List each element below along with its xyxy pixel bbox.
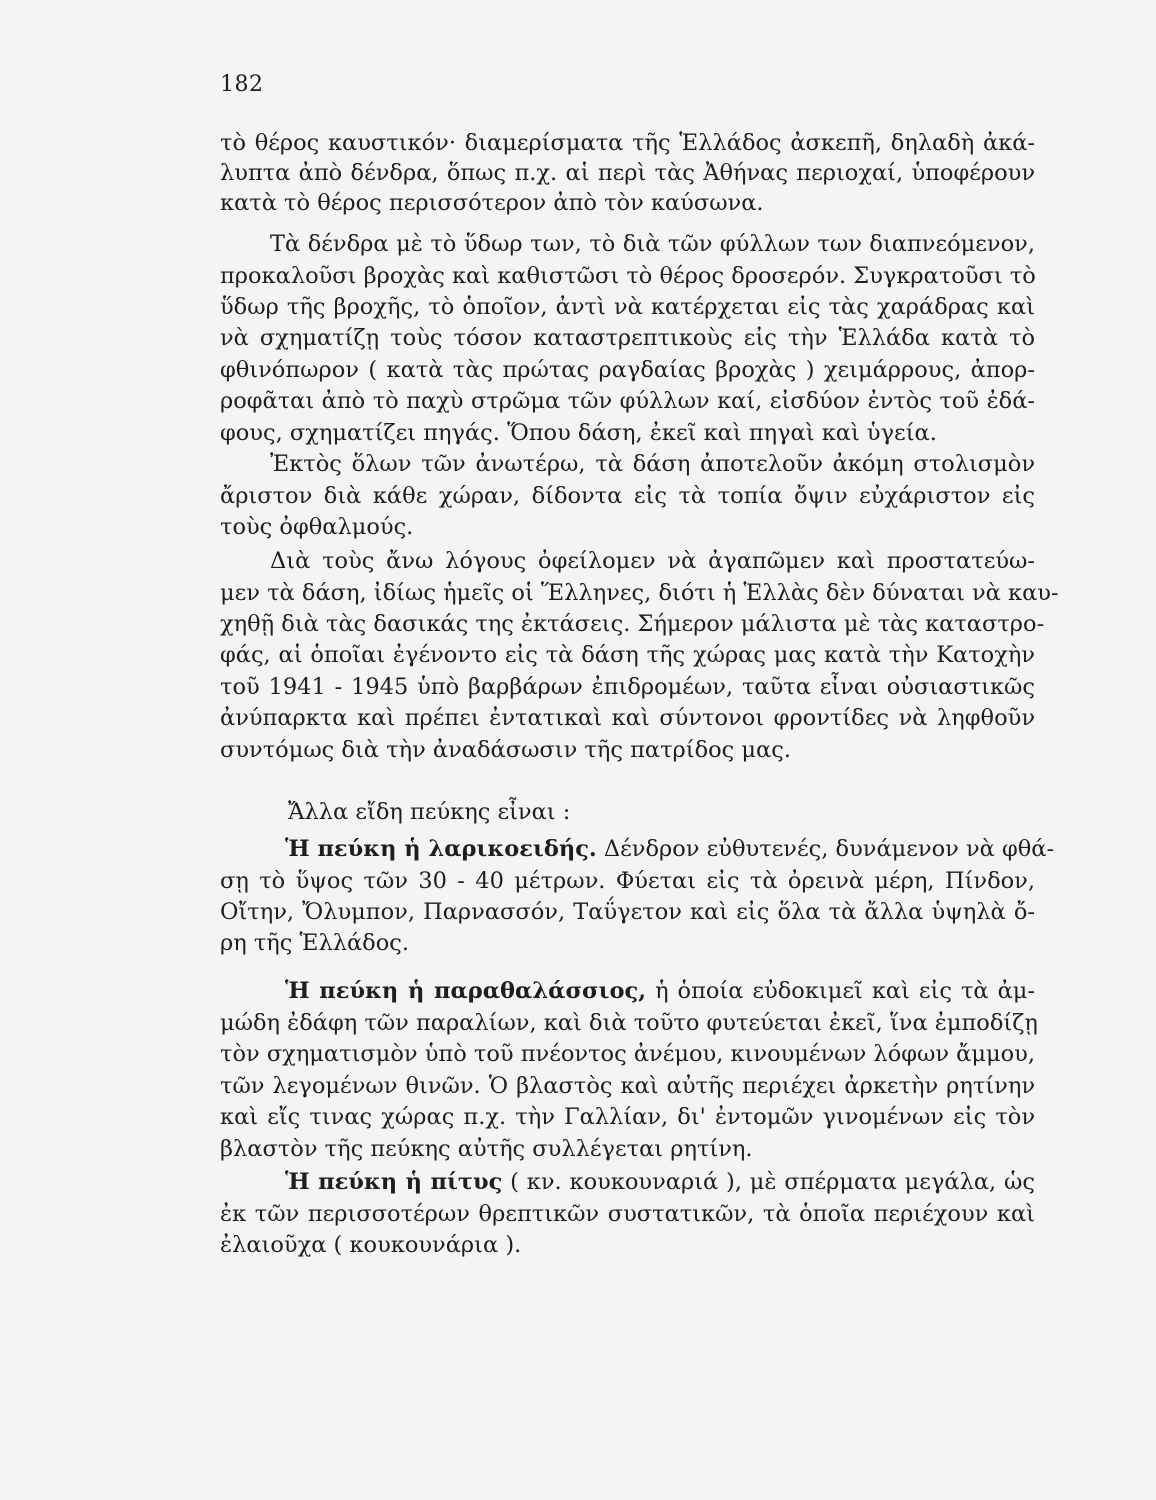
text-line: ἐκ τῶν περισσοτέρων θρεπτικῶν συστατικῶν, τὰ ὁποῖα περιέχουν καὶ	[220, 1201, 1035, 1227]
text-line: φθινόπωρον ( κατὰ τὰς πρώτας ραγδαίας βροχὰς ) χειμάρρους, ἀπορ-	[220, 357, 1035, 383]
text-line: ροφᾶται ἀπὸ τὸ παχὺ στρῶμα τῶν φύλλων καί, εἰσδύον ἐντὸς τοῦ ἐδά-	[220, 388, 1035, 414]
text-line: καὶ εἴς τινας χώρας π.χ. τὴν Γαλλίαν, δι' ἐντομῶν γινομένων εἰς τὸν	[220, 1104, 1035, 1130]
text-line: σῃ τὸ ὕψος τῶν 30 - 40 μέτρων. Φύεται εἰς τὰ ὀρεινὰ μέρη, Πίνδον,	[220, 868, 1035, 894]
text-line: βλαστὸν τῆς πεύκης αὐτῆς συλλέγεται ρητίνη.	[220, 1136, 753, 1162]
text-line: Τὰ δένδρα μὲ τὸ ὕδωρ των, τὸ διὰ τῶν φύλλων των διαπνεόμενον,	[270, 231, 1035, 257]
text-line: τῶν λεγομένων θινῶν. Ὁ βλαστὸς καὶ αὐτῆς περιέχει ἀρκετὴν ρητίνην	[220, 1073, 1035, 1099]
text-line: προκαλοῦσι βροχὰς καὶ καθιστῶσι τὸ θέρος δροσερόν. Συγκρατοῦσι τὸ	[220, 263, 1036, 289]
text-line: λυπτα ἀπὸ δένδρα, ὅπως π.χ. αἱ περὶ τὰς Ἀθήνας περιοχαί, ὑποφέρουν	[220, 160, 1035, 186]
text-line: ρη τῆς Ἑλλάδος.	[220, 930, 410, 956]
species-text: ἡ ὁποία εὐδοκιμεῖ καὶ εἰς τὰ ἀμ-	[655, 978, 1036, 1004]
text-line: χηθῇ διὰ τὰς δασικάς της ἐκτάσεις. Σήμερον μάλιστα μὲ τὰς καταστρο-	[220, 611, 1045, 637]
species-text: ( κν. κουκουναριά ), μὲ σπέρματα μεγάλα, ὡς	[510, 1169, 1035, 1195]
species-entry-larch	[285, 834, 1055, 864]
species-name: Ἡ πεύκη ἡ λαρικοειδής.	[285, 836, 597, 862]
text-line: τὸν σχηματισμὸν ὑπὸ τοῦ πνέοντος ἀνέμου, κινουμένων λόφων ἄμμου,	[220, 1041, 1035, 1067]
species-text: Δένδρον εὐθυτενές, δυνάμενον νὰ φθά-	[603, 836, 1055, 862]
text-line: ἀνύπαρκτα καὶ πρέπει ἐντατικαὶ καὶ σύντονοι φροντίδες νὰ ληφθοῦν	[220, 705, 1035, 731]
text-line: Διὰ τοὺς ἄνω λόγους ὀφείλομεν νὰ ἀγαπῶμεν καὶ προστατεύω-	[270, 548, 1035, 574]
text-line: μώδη ἐδάφη τῶν παραλίων, καὶ διὰ τοῦτο φυτεύεται ἐκεῖ, ἵνα ἐμποδίζῃ	[220, 1010, 1038, 1036]
species-name: Ἡ πεύκη ἡ πίτυς	[285, 1169, 503, 1195]
text-line: τὸ θέρος καυστικόν· διαμερίσματα τῆς Ἑλλάδος ἀσκεπῆ, δηλαδὴ ἀκά-	[220, 130, 1035, 156]
text-line: Ἐκτὸς ὅλων τῶν ἀνωτέρω, τὰ δάση ἀποτελοῦν ἀκόμη στολισμὸν	[270, 451, 1035, 477]
text-line: κατὰ τὸ θέρος περισσότερον ἀπὸ τὸν καύσωνα.	[220, 190, 764, 216]
page-number: 182	[220, 72, 264, 97]
text-line: μεν τὰ δάση, ἰδίως ἡμεῖς οἱ Ἕλληνες, διότι ἡ Ἑλλὰς δὲν δύναται νὰ καυ-	[220, 580, 1059, 606]
species-entry-stone-pine	[285, 1167, 1035, 1197]
text-line: Οἴτην, Ὄλυμπον, Παρνασσόν, Ταΰγετον καὶ εἰς ὅλα τὰ ἄλλα ὑψηλὰ ὄ-	[220, 899, 1035, 925]
species-entry-maritime	[285, 976, 1035, 1006]
text-line: φους, σχηματίζει πηγάς. Ὅπου δάση, ἐκεῖ καὶ πηγαὶ καὶ ὑγεία.	[220, 420, 937, 446]
species-intro: Ἄλλα εἴδη πεύκης εἶναι :	[288, 799, 571, 825]
text-line: τοῦ 1941 - 1945 ὑπὸ βαρβάρων ἐπιδρομέων, ταῦτα εἶναι οὐσιαστικῶς	[220, 674, 1035, 700]
text-line: ἐλαιοῦχα ( κουκουνάρια ).	[220, 1232, 522, 1258]
species-name: Ἡ πεύκη ἡ παραθαλάσσιος,	[285, 978, 647, 1004]
text-line: ἄριστον διὰ κάθε χώραν, δίδοντα εἰς τὰ τοπία ὄψιν εὐχάριστον εἰς	[220, 483, 1035, 509]
text-line: ὕδωρ τῆς βροχῆς, τὸ ὁποῖον, ἀντὶ νὰ κατέρχεται εἰς τὰς χαράδρας καὶ	[220, 294, 1035, 320]
text-line: συντόμως διὰ τὴν ἀναδάσωσιν τῆς πατρίδος μας.	[220, 737, 792, 763]
text-line: φάς, αἱ ὁποῖαι ἐγένοντο εἰς τὰ δάση τῆς χώρας μας κατὰ τὴν Κατοχὴν	[220, 642, 1035, 668]
text-line: νὰ σχηματίζῃ τοὺς τόσον καταστρεπτικοὺς εἰς τὴν Ἑλλάδα κατὰ τὸ	[220, 325, 1035, 351]
text-line: τοὺς ὀφθαλμούς.	[220, 514, 414, 540]
